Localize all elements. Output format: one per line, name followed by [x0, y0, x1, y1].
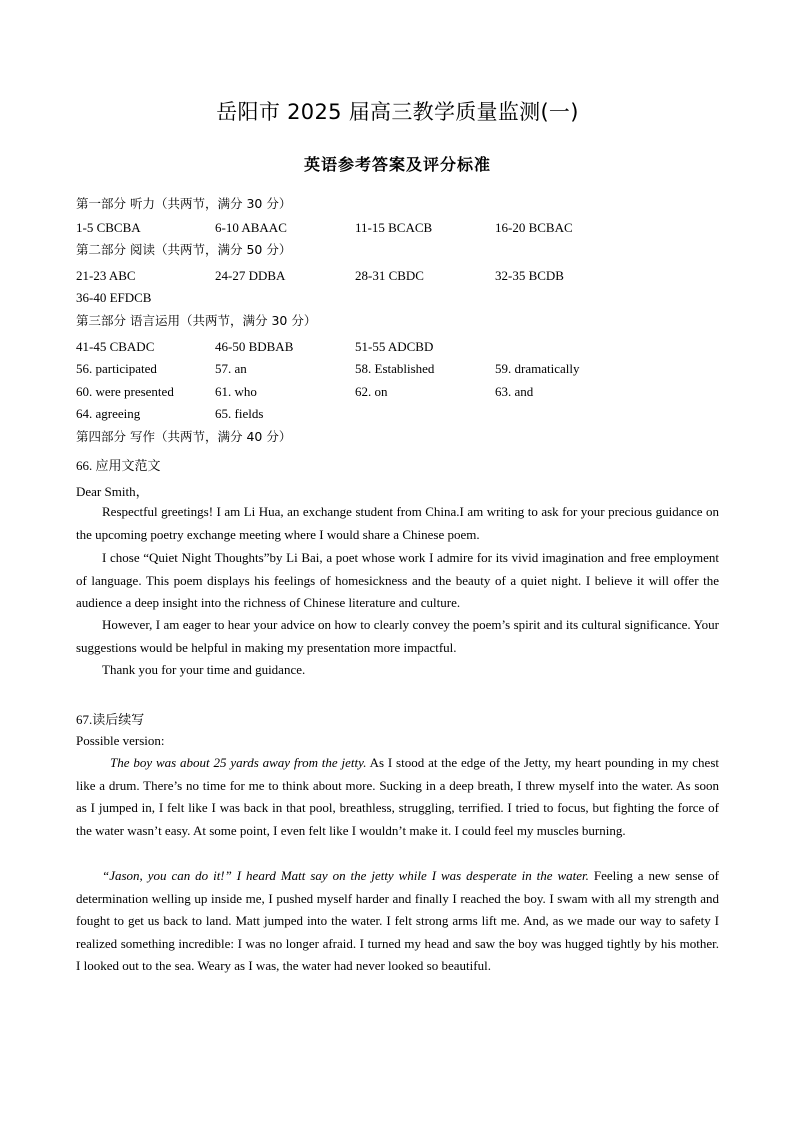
story-body: As I stood at the edge of the Jetty, my heart pounding in my chest like a drum. There’s no time for me to think about more. Sucking in a deep breath, I threw myself into the water. As soon as I jumped in, I felt like I was back in that pool, breathless, struggling, terrified. I tried to focus, but fighting the force of the water wasn’t easy. At some point, I even felt like I wouldn’t make it. I could feel my muscles burning. — [76, 755, 720, 838]
letter-paragraph: However, I am eager to hear your advice on how to clearly convey the poem’s spirit and its cultural significance. Your suggestions would be helpful in making my presentation more impactful. — [76, 617, 719, 655]
answer-cell: 62. on — [355, 384, 388, 399]
letter-paragraph: I chose “Quiet Night Thoughts”by Li Bai, a poet whose work I admire for its vivid imagination and free employment of language. This poem displays his feelings of homesickness and the beauty of a quiet night. I believe it will offer the audience a deep insight into the richness of Chinese literature and culture. — [76, 550, 719, 611]
part4-heading: 第四部分 写作（共两节，满分 40 分） — [76, 429, 292, 444]
answer-cell: 32-35 BCDB — [495, 268, 564, 283]
answer-cell: 36-40 EFDCB — [76, 290, 152, 305]
part1-heading: 第一部分 听力（共两节，满分 30 分） — [76, 196, 292, 211]
page-title: 岳阳市 2025 届高三教学质量监测(一) — [216, 100, 579, 124]
answer-cell: 11-15 BCACB — [355, 220, 433, 235]
letter-closing: Thank you for your time and guidance. — [102, 662, 306, 677]
letter-paragraph: Respectful greetings! I am Li Hua, an exchange student from China.I am writing to ask for your precious guidance on the upcoming poetry exchange meeting where I would share a Chinese poem. — [76, 504, 719, 542]
answer-cell: 1-5 CBCBA — [76, 220, 141, 235]
q66-label: 66. 应用文范文 — [76, 458, 161, 473]
answer-cell: 56. participated — [76, 361, 157, 376]
story-paragraph — [76, 865, 719, 978]
answer-cell: 64. agreeing — [76, 406, 141, 421]
answer-cell: 63. and — [495, 384, 534, 399]
answer-cell: 60. were presented — [76, 384, 174, 399]
answer-cell: 21-23 ABC — [76, 268, 136, 283]
answer-cell: 51-55 ADCBD — [355, 339, 434, 354]
story-body: Feeling a new sense of determination welling up inside me, I pushed myself harder and finally I reached the boy. I swam with all my strength and fought to get us back to land. Matt jumped into the water. I felt strong arms lift me. And, as we made our way to safety I realized something incredible: I was no longer afraid. I turned my head and saw the boy was hugged tightly by his mother. I looked out to the sea. Weary as I was, the water had never looked so beautiful. — [76, 868, 719, 974]
answer-cell: 46-50 BDBAB — [215, 339, 294, 354]
answer-cell: 28-31 CBDC — [355, 268, 424, 283]
part3-heading: 第三部分 语言运用（共两节，满分 30 分） — [76, 313, 317, 328]
answer-cell: 24-27 DDBA — [215, 268, 286, 283]
q67-label: 67.读后续写 — [76, 712, 145, 727]
possible-version-label: Possible version: — [76, 733, 165, 748]
answer-cell: 6-10 ABAAC — [215, 220, 287, 235]
part2-heading: 第二部分 阅读（共两节，满分 50 分） — [76, 242, 292, 257]
story-paragraph — [76, 752, 719, 842]
answer-cell: 58. Established — [355, 361, 435, 376]
answer-cell: 57. an — [215, 361, 247, 376]
answer-cell: 41-45 CBADC — [76, 339, 155, 354]
story-lead-sentence: The boy was about 25 yards away from the jetty. — [110, 755, 367, 770]
answer-cell: 16-20 BCBAC — [495, 220, 573, 235]
answer-cell: 61. who — [215, 384, 257, 399]
letter-salutation: Dear Smith， — [76, 484, 149, 499]
answer-cell: 59. dramatically — [495, 361, 580, 376]
answer-cell: 65. fields — [215, 406, 264, 421]
page-subtitle: 英语参考答案及评分标准 — [303, 155, 491, 174]
story-lead-sentence: “Jason, you can do it!” I heard Matt say on the jetty while I was desperate in the water. — [102, 868, 589, 883]
